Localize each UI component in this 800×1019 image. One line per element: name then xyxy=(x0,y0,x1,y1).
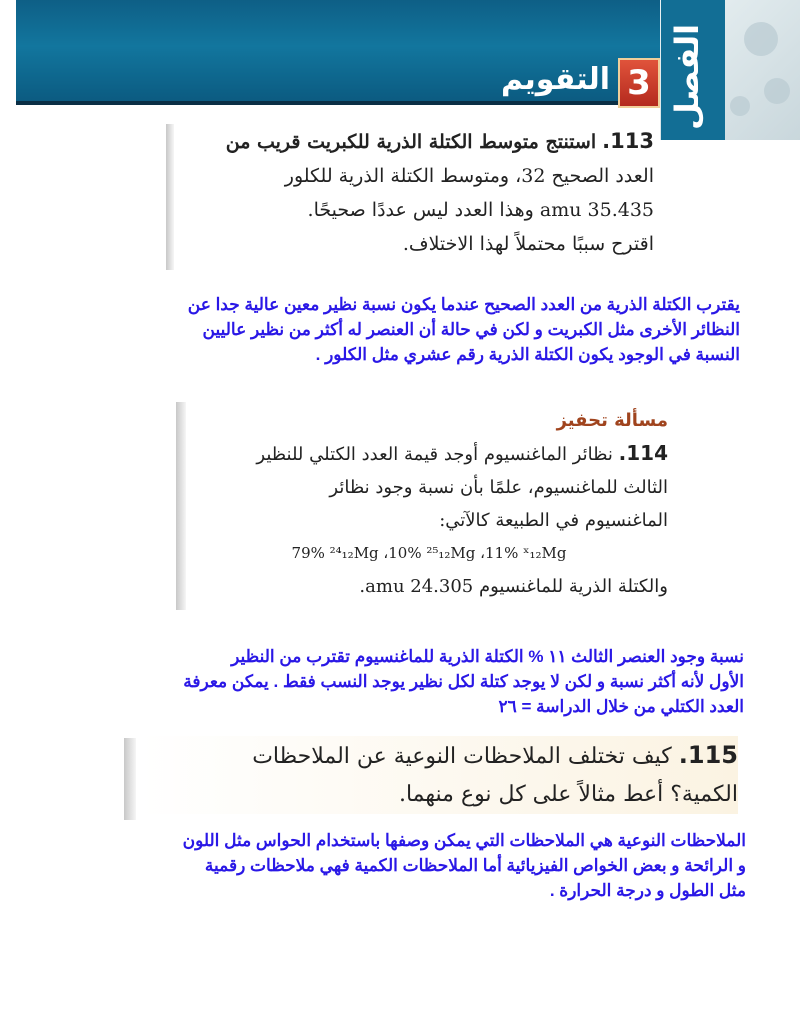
question-number: 115. xyxy=(678,741,738,769)
answer-115 xyxy=(96,828,746,903)
answer-line: الملاحظات النوعية هي الملاحظات التي يمكن وصفها باستخدام الحواس مثل اللون xyxy=(182,831,746,850)
isotope-abundances: 79% ²⁴₁₂Mg ،10% ²⁵₁₂Mg ،11% ˣ₁₂Mg xyxy=(291,544,567,562)
question-113 xyxy=(172,124,654,261)
challenge-heading: مسألة تحفيز xyxy=(556,410,668,431)
question-line: اقترح سببًا محتملاً لهذا الاختلاف. xyxy=(402,233,654,255)
answer-114 xyxy=(96,644,744,719)
answer-line: نسبة وجود العنصر الثالث ١١ % الكتلة الذرية للماغنسيوم تقترب من النظير xyxy=(231,647,744,666)
question-line: 35.435 amu وهذا العدد ليس عددًا صحيحًا. xyxy=(307,199,654,221)
question-line: نظائر الماغنسيوم أوجد قيمة العدد الكتلي للنظير xyxy=(256,444,613,465)
question-number: 113. xyxy=(602,129,654,153)
question-line: الثالث للماغنسيوم، علمًا بأن نسبة وجود نظائر xyxy=(329,477,668,498)
question-line: والكتلة الذرية للماغنسيوم 24.305 amu. xyxy=(359,576,668,597)
chapter-number-badge: 3 xyxy=(618,58,660,108)
molecule-decoration-icon xyxy=(730,96,750,116)
molecule-decoration-icon xyxy=(764,78,790,104)
question-line: كيف تختلف الملاحظات النوعية عن الملاحظات xyxy=(252,744,672,769)
answer-line: و الرائحة و بعض الخواص الفيزيائية أما الملاحظات الكمية فهي ملاحظات رقمية xyxy=(204,856,746,875)
answer-line: العدد الكتلي من خلال الدراسة = ٢٦ xyxy=(498,697,744,716)
answer-line: الأول لأنه أكثر نسبة و لكن لا يوجد كتلة لكل نظير يوجد النسب فقط . يمكن معرفة xyxy=(183,672,744,691)
question-line: الكمية؟ أعط مثالاً على كل نوع منهما. xyxy=(398,782,738,807)
question-115 xyxy=(140,736,738,814)
answer-line: يقترب الكتلة الذرية من العدد الصحيح عندما يكون نسبة نظير معين عالية جدا عن xyxy=(187,295,740,314)
answer-line: النظائر الأخرى مثل الكبريت و لكن في حالة أن العنصر له أكثر من نظير عاليين xyxy=(202,320,740,339)
question-line: الماغنسيوم في الطبيعة كالآتي: xyxy=(439,510,668,531)
section-title: التقويم xyxy=(501,62,610,97)
answer-line: مثل الطول و درجة الحرارة . xyxy=(549,881,746,900)
question-114 xyxy=(190,404,668,603)
chapter-label: الفصل xyxy=(668,23,706,130)
question-shade xyxy=(176,402,186,610)
question-number: 114. xyxy=(618,441,668,465)
question-shade xyxy=(124,738,136,820)
answer-line: النسبة في الوجود يكون الكتلة الذرية رقم عشري مثل الكلور . xyxy=(315,345,740,364)
question-line: العدد الصحيح 32، ومتوسط الكتلة الذرية للكلور xyxy=(284,165,654,187)
molecule-decoration-icon xyxy=(744,22,778,56)
answer-113 xyxy=(100,292,740,367)
question-line: استنتج متوسط الكتلة الذرية للكبريت قريب من xyxy=(225,131,597,153)
